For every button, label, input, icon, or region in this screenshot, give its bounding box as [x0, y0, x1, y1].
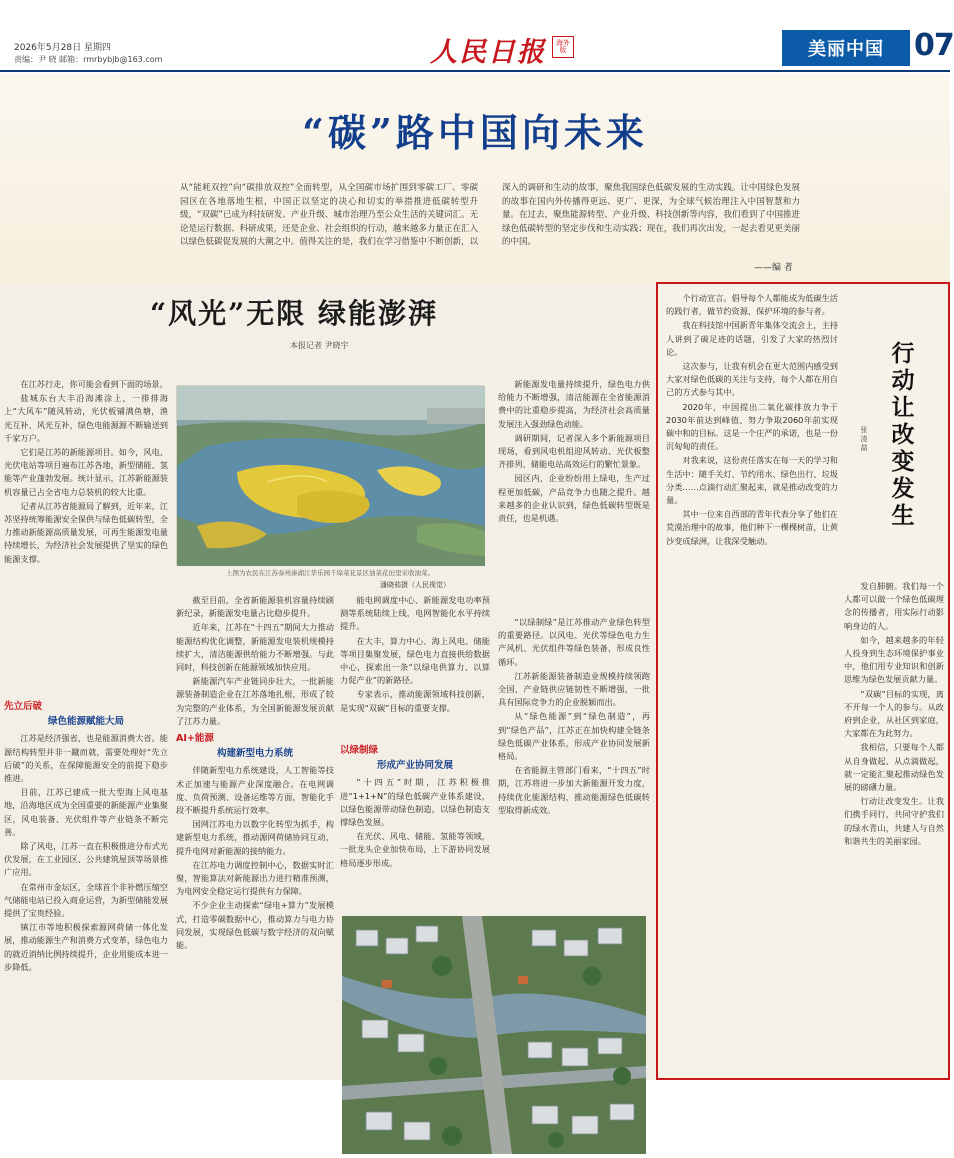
paragraph: 盐城东台大丰沿海滩涂上，一排排海上“大风车”随风转动，光伏板铺满鱼塘，渔光互补、风光互补，绿色电能源源不断输送到千家万户。: [4, 393, 168, 443]
paragraph: 国网江苏电力以数字化转型为抓手，构建新型电力系统，推动源网荷储协同互动，提升电网对新能源的接纳能力。: [176, 819, 334, 856]
paragraph: 镇江市等地积极探索源网荷储一体化发展，推动能源生产和消费方式变革，绿色电力的就近消纳比例持续提升，企业用能成本进一步降低。: [4, 922, 168, 972]
masthead: [0, 0, 954, 74]
editor-line: 责编：尹 晓 邮箱：rmrbybjb@163.com: [14, 55, 163, 64]
section-title-1: 绿色能源赋能大局: [47, 716, 124, 728]
paragraph: “十四五”时期，江苏积极推进“1+1+N”的绿色低碳产业体系建设，以绿色能源带动绿色制造，以绿色制造支撑绿色发展。: [340, 777, 490, 828]
article-byline: 本报记者 尹晓宇: [290, 341, 349, 350]
article-column-3b: [340, 738, 490, 868]
paragraph: 除了风电，江苏一直在积极推进分布式光伏发展，在工业园区、公共建筑屋顶等场景推广应用。: [4, 841, 168, 878]
section-kicker-1: 先立后破: [4, 701, 43, 712]
column-paragraphs: [498, 616, 650, 817]
newspaper-logo: 人民日报: [430, 37, 546, 68]
paragraph: 这次参与，让我有机会在更大范围内感受到大家对绿色低碳的关注与支持，每个人都在用自己的方式参与其中。: [666, 361, 838, 398]
paragraph: 记者从江苏省能源局了解到，近年来，江苏坚持统筹能源安全保供与绿色低碳转型，全力推动新能源高质量发展，可再生能源发电量持续增长，为经济社会发展提供了坚实的绿色能源支撑。: [4, 500, 168, 564]
article-column-1b: [4, 694, 168, 1080]
column-paragraphs: [498, 378, 650, 525]
paragraph: 调研期间，记者深入多个新能源项目现场，看到风电机组迎风转动、光伏板整齐排列、储能电站高效运行的繁忙景象。: [498, 432, 650, 470]
editorial-column-1: [666, 292, 838, 1072]
editor-intro: 从“能耗双控”向“碳排放双控”全面转型，从全国碳市场扩围到零碳工厂、零碳园区在各地落地生根，中国正以坚定的决心和切实的举措推进低碳转型升级，“双碳”已成为科技研发、产业升级、城市治理乃至公众生活的关键词汇。无论是运行数据、科研成果，还是企业、社会组织的行动，越来越多力量正在汇入以绿色低碳促发展的大潮之中。值得关注的是，我们在学习借鉴中不断创新，以深入的调研和生动的故事，聚焦我国绿色低碳发展的生动实践。让中国绿色发展的故事在国内外传播得更远、更广、更深，为全球气候治理注入中国智慧和力量。在过去，聚焦能源转型、产业升级、科技创新等内容，我们看到了中国推进绿色低碳转型的坚定步伐和生动实践；现在，我们再次出发，一起去看见更美丽的中国。: [180, 183, 800, 247]
paragraph: 2020年，中国提出二氧化碳排放力争于2030年前达到峰值、努力争取2060年前实现碳中和的目标。这是一个庄严的承诺，也是一份沉甸甸的责任。: [666, 401, 838, 452]
section-kicker-2: AI+能源: [176, 733, 214, 744]
lakeside-aerial-photo: [176, 385, 484, 565]
article-column-2b: [176, 726, 334, 1080]
article-column-2: [176, 594, 334, 726]
column-paragraphs: [340, 776, 490, 869]
paragraph: 在常州市金坛区，全球首个非补燃压缩空气储能电站已投入商业运营，为新型储能发展提供了宝贵经验。: [4, 881, 168, 919]
paragraph: 江苏是经济强省，也是能源消费大省。能源结构转型并非一蹴而就，需要处理好“先立后破”的关系，在保障能源安全的前提下稳步推进。: [4, 733, 168, 784]
paragraph: “双碳”目标的实现，离不开每一个人的参与。从政府到企业，从社区到家庭，大家都在为此努力。: [844, 688, 944, 739]
editorial-column-2: [844, 580, 944, 1072]
paragraph: 在大丰，算力中心、海上风电、储能等项目集聚发展，绿色电力直接供给数据中心，探索出一条“以绿电供算力、以算力促产业”的新路径。: [340, 635, 490, 686]
paragraph: 不少企业主动探索“绿电+算力”发展模式，打造零碳数据中心，推动算力与电力协同发展，实现绿色低碳与数字经济的双向赋能。: [176, 900, 334, 951]
logo-edition-badge: 海外版: [552, 36, 574, 58]
intro-signature: ——编 者: [754, 263, 793, 273]
paragraph: 江苏新能源装备制造业规模持续领跑全国，产业链供应链韧性不断增强，一批具有国际竞争力的企业脱颖而出。: [498, 670, 650, 708]
main-headline: “碳”路中国向未来: [302, 110, 648, 155]
newspaper-page: [0, 74, 950, 1080]
photo-caption: 上图为农民在江苏泰州溱湖江华乐园千垛菜花景区油菜花田里采收油菜。: [226, 569, 434, 577]
page-number: 07: [914, 28, 954, 63]
aerial-town-photo: [342, 916, 646, 1154]
article-column-1: [4, 378, 168, 692]
paragraph: “以绿制绿”是江苏推动产业绿色转型的重要路径。以风电、光伏等绿色电力生产风机、光伏组件等绿色装备，形成良性循环。: [498, 617, 650, 667]
section-label: 美丽中国: [782, 30, 910, 66]
paragraph: 截至目前，全省新能源装机容量持续刷新纪录，新能源发电量占比稳步提升。: [176, 595, 334, 619]
paragraph: 发自肺腑。我们每一个人都可以做一个绿色低碳理念的传播者，用实际行动影响身边的人。: [844, 581, 944, 631]
editorial-author: 张 凌 喆: [860, 426, 868, 452]
section-title-3: 形成产业协同发展: [376, 760, 453, 772]
section-title-2: 构建新型电力系统: [216, 748, 293, 760]
paragraph: 新能源发电量持续提升，绿色电力供给能力不断增强，清洁能源在全省能源消费中的比重稳步提高，为经济社会高质量发展注入强劲绿色动能。: [498, 379, 650, 429]
paragraph: 个行动宣言。倡导每个人都能成为低碳生活的践行者，做节约资源、保护环境的参与者。: [666, 293, 838, 317]
article-headline: “风光”无限 绿能澎湃: [150, 297, 438, 330]
column-paragraphs: [176, 764, 334, 952]
column-paragraphs: [4, 732, 168, 974]
issue-date: 2026年5月28日 星期四: [14, 43, 111, 53]
paragraph: 其中一位来自西部的青年代表分享了他们在荒漠治理中的故事，他们种下一棵棵树苗，让黄沙变成绿洲，让我深受触动。: [666, 509, 838, 546]
paragraph: 目前，江苏已建成一批大型海上风电基地，沿海地区成为全国重要的新能源产业集聚区，风电装备、光伏组件等产业链条不断完善。: [4, 787, 168, 837]
paragraph: 从“绿色能源”到“绿色制造”，再到“绿色产品”，江苏正在加快构建全链条绿色低碳产业体系，形成产业协同发展新格局。: [498, 711, 650, 762]
paragraph: 在江苏行走，你可能会看到下面的场景。: [20, 379, 168, 389]
article-column-3: [340, 594, 490, 724]
column-paragraphs: [4, 378, 168, 566]
paragraph: 新能源汽车产业链同步壮大，一批新能源装备制造企业在江苏落地扎根，形成了较为完整的产业体系，为全国新能源发展贡献了江苏力量。: [176, 676, 334, 726]
editorial-paragraphs: [666, 292, 838, 548]
paragraph: 能电网调度中心、新能源发电功率预测等系统陆续上线，电网智能化水平持续提升。: [340, 595, 490, 632]
article-column-4b: [498, 616, 650, 908]
paragraph: 在省能源主管部门看来，“十四五”时期，江苏将进一步加大新能源开发力度，持续优化能源结构，推动能源绿色低碳转型取得新成效。: [498, 765, 650, 815]
paragraph: 它们是江苏的新能源项目。如今，风电、光伏电站等项目遍布江苏各地，新型储能、氢能等产业蓬勃发展。统计显示，江苏新能源装机容量已占全省电力总装机的较大比重。: [4, 447, 168, 497]
masthead-divider: [0, 70, 950, 72]
paragraph: 如今，越来越多的年轻人投身到生态环境保护事业中，他们用专业知识和创新思维为绿色发展贡献力量。: [844, 634, 944, 685]
editorial-paragraphs: [844, 580, 944, 848]
paragraph: 园区内，企业纷纷用上绿电，生产过程更加低碳，产品竞争力也随之提升。越来越多的企业认识到，绿色低碳转型既是责任，也是机遇。: [498, 473, 650, 524]
paragraph: 专家表示，推动能源领域科技创新，是实现“双碳”目标的重要支撑。: [340, 689, 490, 713]
paragraph: 对我来说，这份责任落实在每一天的学习和生活中：随手关灯、节约用水、绿色出行、垃圾分类……点滴行动汇聚起来，就是推动改变的力量。: [666, 455, 838, 506]
column-paragraphs: [176, 594, 334, 728]
paragraph: 行动让改变发生。让我们携手同行，共同守护我们的绿水青山，共建人与自然和谐共生的美丽家园。: [844, 796, 944, 846]
photo-credit: 潘晓茹摄（人民视觉）: [380, 581, 450, 589]
paragraph: 伴随新型电力系统建设，人工智能等技术正加速与能源产业深度融合。在电网调度、负荷预测、设备运维等方面，智能化手段不断提升系统运行效率。: [176, 765, 334, 816]
column-paragraphs: [340, 594, 490, 715]
paragraph: 我相信，只要每个人都从自身做起、从点滴做起，就一定能汇聚起推动绿色发展的磅礴力量。: [844, 742, 944, 793]
editorial-title: 行 动 让 改 变 发 生: [891, 340, 915, 529]
paragraph: 我在科技馆中国新青年集体交流会上，主持人讲到了碳足迹的话题，引发了大家的热烈讨论。: [666, 320, 838, 357]
paragraph: 近年来，江苏在“十四五”期间大力推动能源结构优化调整，新能源发电装机规模持续扩大，清洁能源供给能力不断增强。与此同时，科技创新在能源领域加快应用。: [176, 622, 334, 673]
paragraph: 在江苏电力调度控制中心，数据实时汇聚，智能算法对新能源出力进行精准预测，为电网安全稳定运行提供有力保障。: [176, 859, 334, 897]
article-column-4: [498, 378, 650, 614]
paragraph: 在光伏、风电、储能、氢能等领域，一批龙头企业加快布局，上下游协同发展格局逐步形成。: [340, 831, 490, 868]
section-kicker-3: 以绿制绿: [340, 745, 379, 756]
